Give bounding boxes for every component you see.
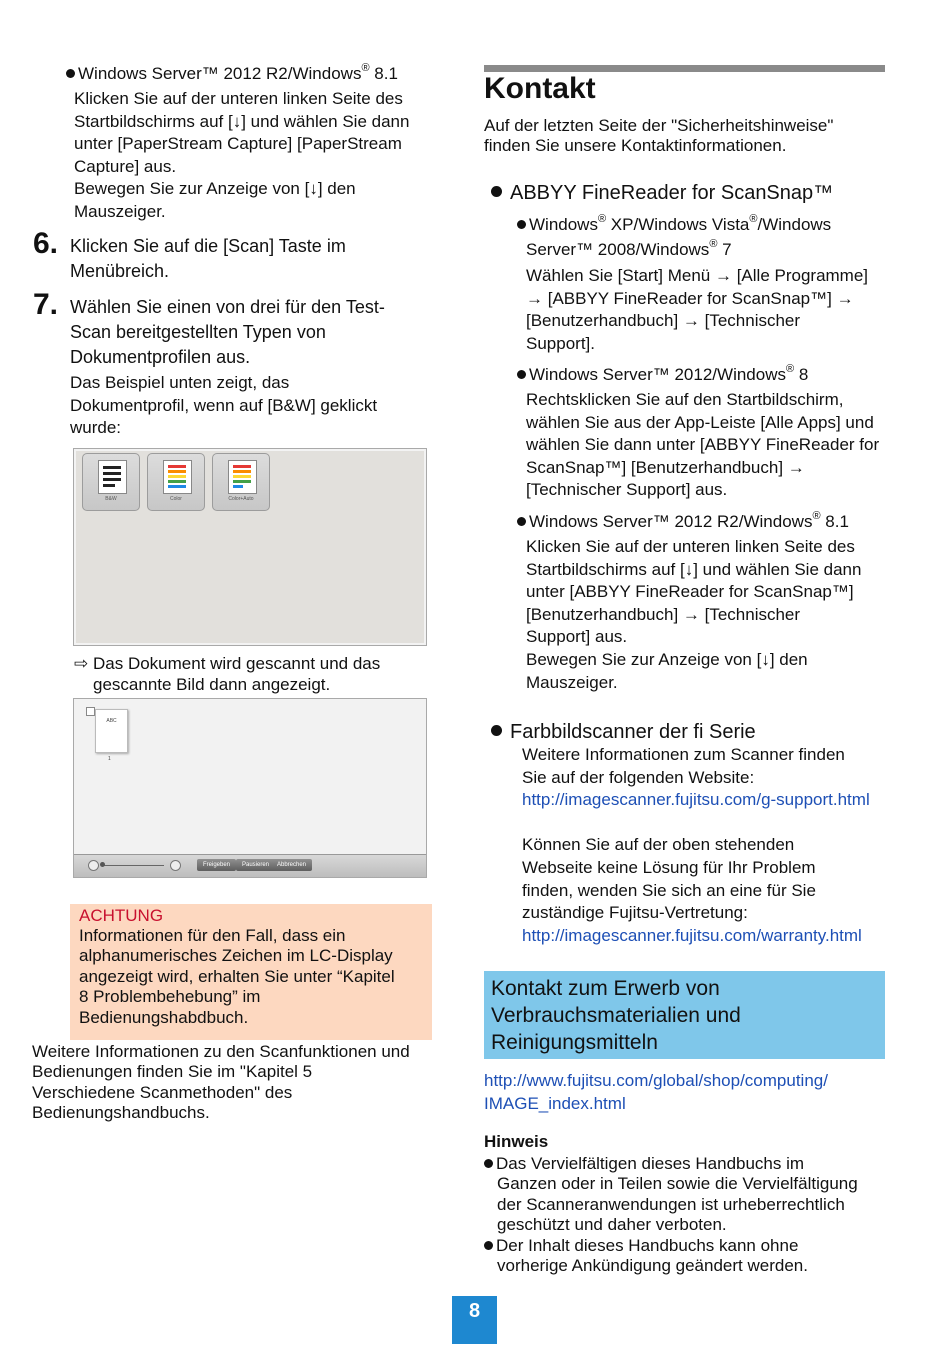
step-6-text: Klicken Sie auf die [Scan] Taste im Menübreich. [70,236,346,281]
profile-color-button[interactable]: Color [147,453,205,511]
profile-selection-screenshot [73,448,427,646]
note-item: Das Vervielfältigen dieses Handbuchs im Ganzen oder in Teilen sowie die Vervielfältigung der Scanneranwendungen ist urheberrechtlich geschützt und daher verboten. [484,1154,858,1236]
note-item: Der Inhalt dieses Handbuchs kann ohne vorherige Ankündigung geändert werden. [484,1236,808,1277]
profile-color-auto-button[interactable]: Color+Auto [212,453,270,511]
scanned-image-screenshot: ABC 1 Freigeben Pausieren Abbrechen [73,698,427,878]
abbyy-item2-heading: Windows Server™ 2012/Windows® 8 [517,364,808,387]
color-auto-document-icon [228,460,257,494]
bullet-icon [517,517,526,526]
bullet-icon [491,725,502,736]
os-item-heading: Windows Server™ 2012 R2/Windows® 8.1 [66,63,398,86]
bullet-icon [517,220,526,229]
release-button[interactable]: Freigeben [197,859,236,871]
step-number: 7. [33,288,59,321]
further-info-paragraph: Weitere Informationen zu den Scanfunktionen und Bedienungen finden Sie im "Kapitel 5 Verschiedene Scanmethoden" des Bedienungshandbuchs. [32,1042,410,1123]
bullet-icon [66,69,75,78]
step-number: 6. [33,227,59,260]
step-7-text: Wählen Sie einen von drei für den Test- Scan bereitgestellten Typen von Dokumentprofilen aus. [70,297,385,367]
shop-link[interactable]: http://www.fujitsu.com/global/shop/computing/ IMAGE_index.html [484,1071,828,1113]
warning-box: ACHTUNG Informationen für den Fall, dass ein alphanumerisches Zeichen im LC-Display angezeigt wird, erhalten Sie unter “Kapitel 8 Problembehebung” im Bedienungshabdbuch. [70,904,432,1040]
viewer-toolbar [74,854,426,877]
profile-bw-button[interactable]: B&W [82,453,140,511]
zoom-slider[interactable] [102,865,164,866]
page-title: Kontakt [484,72,596,105]
os-item-instructions: Klicken Sie auf der unteren linken Seite des Startbildschirms auf [↓] und wählen Sie dann unter [PaperStream Capture] [PaperStream Capture] aus. Bewegen Sie zur Anzeige von [↓] den Mauszeiger. [74,89,410,221]
bullet-icon [517,370,526,379]
contact-intro: Auf der letzten Seite der "Sicherheitshinweise" finden Sie unsere Kontaktinformationen. [484,116,834,155]
bw-document-icon [98,460,127,494]
support-link[interactable]: http://imagescanner.fujitsu.com/g-support.html [522,790,870,810]
note-title: Hinweis [484,1132,549,1151]
bullet-icon [484,1159,493,1168]
warning-title: ACHTUNG [79,906,164,925]
supplies-section-heading: Kontakt zum Erwerb von Verbrauchsmaterialien und Reinigungsmitteln [484,971,885,1059]
fi-series-heading: Farbbildscanner der fi Serie [491,720,756,744]
abbyy-item1-heading-cont: Server™ 2008/Windows® 7 [526,238,732,259]
step-7-note: Das Beispiel unten zeigt, das Dokumentprofil, wenn auf [B&W] geklickt wurde: [70,373,378,438]
pause-button[interactable]: Pausieren [236,859,275,871]
scanned-page-thumbnail[interactable]: ABC [95,709,128,753]
warranty-link[interactable]: http://imagescanner.fujitsu.com/warranty.html [522,925,862,945]
result-text: Das Dokument wird gescannt und das gescannte Bild dann angezeigt. [93,654,381,694]
bullet-icon [484,1241,493,1250]
abbyy-item1-heading: Windows® XP/Windows Vista®/Windows [517,214,831,237]
cancel-button[interactable]: Abbrechen [271,859,312,871]
page-number: 8 [452,1296,497,1344]
abbyy-item1-instructions: Wählen Sie [Start] Menü → [Alle Programme] → [ABBYY FineReader for ScanSnap™] → [Benutzerhandbuch] → [Technischer Support]. [526,266,869,353]
bullet-icon [491,186,502,197]
select-checkbox[interactable] [86,707,95,716]
color-document-icon [163,460,192,494]
zoom-slider-handle[interactable] [100,862,105,867]
abbyy-item3-heading: Windows Server™ 2012 R2/Windows® 8.1 [517,511,849,534]
abbyy-item2-instructions: Rechtsklicken Sie auf den Startbildschirm, wählen Sie aus der App-Leiste [Alle Apps] und wählen Sie dann unter [ABBYY FineReader for ScanSnap™] [Benutzerhandbuch] → [Technischer Support] aus. [526,390,880,500]
result-arrow-icon: ⇨ [74,654,89,673]
fi-series-info: Weitere Informationen zum Scanner finden Sie auf der folgenden Website: http://imagescanner.fujitsu.com/g-support.html Können Sie auf der oben stehenden Webseite keine Lösung für Ihr Problem finden, wenden Sie sich an eine für Sie zuständige Fujitsu-Vertretung: http://imagescanner.fujitsu.com/warranty.html [522,744,870,947]
zoom-in-icon[interactable] [170,860,181,871]
abbyy-item3-instructions: Klicken Sie auf der unteren linken Seite des Startbildschirms auf [↓] und wählen Sie dann unter [ABBYY FineReader for ScanSnap™] [Benutzerhandbuch] → [Technischer Support] aus. Bewegen Sie zur Anzeige von [↓] den Mauszeiger. [526,537,862,692]
zoom-out-icon[interactable] [88,860,99,871]
abbyy-heading: ABBYY FineReader for ScanSnap™ [491,181,833,205]
